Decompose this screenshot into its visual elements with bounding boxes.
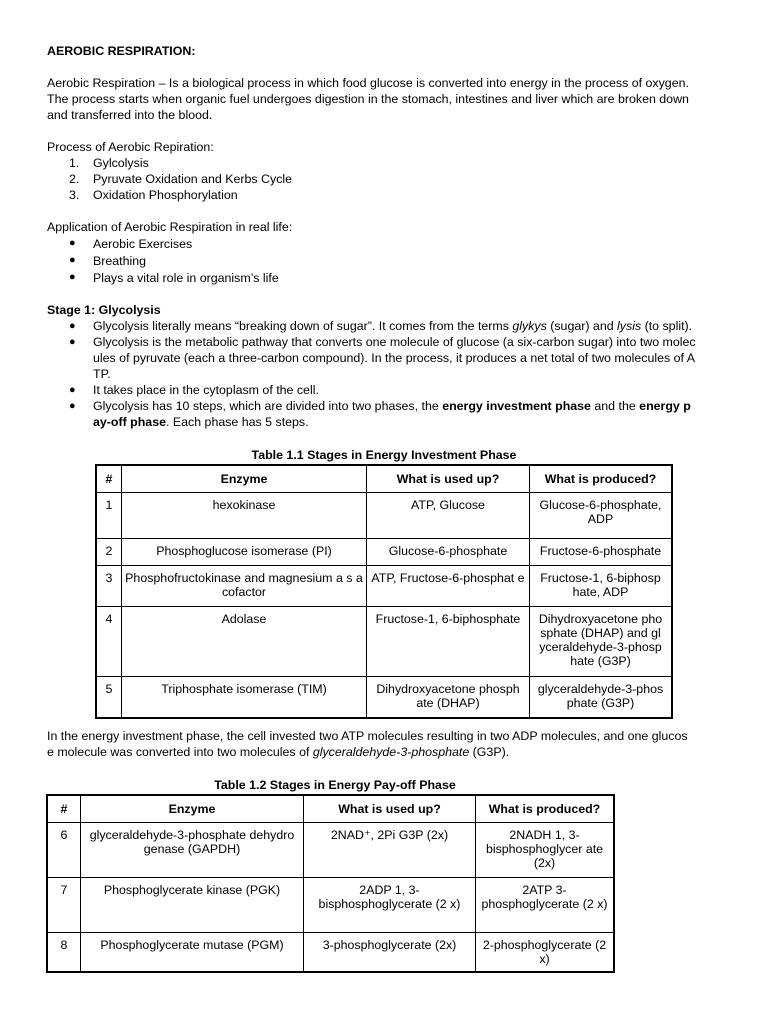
table-cell: Glucose-6-phosphate bbox=[367, 538, 530, 565]
table-cell: 6 bbox=[47, 822, 81, 877]
column-header: # bbox=[47, 795, 81, 822]
table-cell: Phosphoglycerate kinase (PGK) bbox=[81, 877, 304, 932]
list-item: 3. Oxidation Phosphorylation bbox=[69, 188, 238, 202]
table-cell: Fructose-6-phosphate bbox=[530, 538, 673, 565]
table-cell: ATP, Glucose bbox=[367, 492, 530, 538]
list-item: ● It takes place in the cytoplasm of the cell. bbox=[69, 383, 319, 397]
document-body bbox=[47, 43, 727, 430]
table-cell: 2-phosphoglycerate (2 x) bbox=[476, 932, 615, 972]
table-cell: Dihydroxyacetone phosph ate (DHAP) bbox=[367, 676, 530, 718]
intro-line-3: and transferred into the blood. bbox=[47, 108, 213, 122]
table-cell: glyceraldehyde-3-phos phate (G3P) bbox=[530, 676, 673, 718]
intro-line-2: The process starts when organic fuel undergoes digestion in the stomach, intestines and liver which are broken down bbox=[47, 92, 689, 106]
list-item: ● Aerobic Exercises bbox=[69, 237, 193, 251]
table-cell: Dihydroxyacetone pho sphate (DHAP) and gl yceraldehyde-3-phosp hate (G3P) bbox=[530, 606, 673, 676]
table-energy-investment bbox=[95, 464, 673, 719]
bullet-icon: ● bbox=[69, 237, 76, 249]
list-item: ● Glycolysis is the metabolic pathway that converts one molecule of glucose (a six-carbon sugar) into two molec ules of pyruvate (each a three-carbon compound). In the process, it produces a net total of two molecules of A TP. bbox=[69, 335, 696, 381]
table-cell: 2NADH 1, 3-bisphosphoglycer ate (2x) bbox=[476, 822, 615, 877]
table-cell: 2ADP 1, 3-bisphosphoglycerate (2 x) bbox=[304, 877, 476, 932]
column-header: What is produced? bbox=[476, 795, 615, 822]
column-header: Enzyme bbox=[122, 465, 367, 492]
table-cell: hexokinase bbox=[122, 492, 367, 538]
table-row bbox=[47, 932, 614, 972]
table-cell: 8 bbox=[47, 932, 81, 972]
investment-summary: In the energy investment phase, the cell invested two ATP molecules resulting in two ADP molecules, and one glucos e molecule was converted into two molecules of glyceraldehyde-3-phosphate (G3P). bbox=[47, 729, 688, 759]
list-item: ● Breathing bbox=[69, 254, 147, 268]
process-label: Process of Aerobic Repiration: bbox=[47, 140, 214, 154]
table-row bbox=[96, 606, 672, 676]
column-header: What is used up? bbox=[367, 465, 530, 492]
column-header: Enzyme bbox=[81, 795, 304, 822]
column-header: What is produced? bbox=[530, 465, 673, 492]
table-cell: Triphosphate isomerase (TIM) bbox=[122, 676, 367, 718]
table-cell: Glucose-6-phosphate, ADP bbox=[530, 492, 673, 538]
list-item: 2. Pyruvate Oxidation and Kerbs Cycle bbox=[69, 172, 293, 186]
list-item: ● Glycolysis literally means “breaking down of sugar”. It comes from the terms glykys (sugar) and lysis (to split). bbox=[69, 319, 693, 333]
table-row bbox=[47, 822, 614, 877]
page-title: AEROBIC RESPIRATION: bbox=[47, 44, 196, 58]
list-item: ● Glycolysis has 10 steps, which are divided into two phases, the energy investment phase and the energy p ay-off phase. Each phase has 5 steps. bbox=[69, 399, 691, 429]
table-cell: 2 bbox=[96, 538, 122, 565]
table-cell: 2ATP 3-phosphoglycerate (2 x) bbox=[476, 877, 615, 932]
table-cell: Adolase bbox=[122, 606, 367, 676]
table-cell: 3 bbox=[96, 565, 122, 606]
bullet-icon: ● bbox=[69, 271, 76, 283]
table-cell: 3-phosphoglycerate (2x) bbox=[304, 932, 476, 972]
table-cell: 2NAD⁺, 2Pi G3P (2x) bbox=[304, 822, 476, 877]
table-cell: Fructose-1, 6-biphosphate bbox=[367, 606, 530, 676]
bullet-icon: ● bbox=[69, 320, 76, 332]
table-energy-payoff bbox=[46, 794, 615, 973]
table-cell: 1 bbox=[96, 492, 122, 538]
bullet-icon: ● bbox=[69, 336, 76, 348]
bullet-icon: ● bbox=[69, 384, 76, 396]
table-cell: 7 bbox=[47, 877, 81, 932]
application-label: Application of Aerobic Respiration in real life: bbox=[47, 220, 293, 234]
table-cell: ATP, Fructose-6-phosphat e bbox=[367, 565, 530, 606]
list-item: 1. Gylcolysis bbox=[69, 156, 149, 170]
table-cell: glyceraldehyde-3-phosphate dehydro genase (GAPDH) bbox=[81, 822, 304, 877]
table-cell: Phosphoglycerate mutase (PGM) bbox=[81, 932, 304, 972]
stage1-heading: Stage 1: Glycolysis bbox=[47, 303, 161, 317]
table-row bbox=[96, 492, 672, 538]
table-header-row bbox=[96, 465, 672, 492]
table-cell: 5 bbox=[96, 676, 122, 718]
bullet-icon: ● bbox=[69, 400, 76, 412]
table-row bbox=[96, 538, 672, 565]
bullet-icon: ● bbox=[69, 254, 76, 266]
table2-caption: Table 1.2 Stages in Energy Pay-off Phase bbox=[214, 778, 456, 792]
list-item: ● Plays a vital role in organism’s life bbox=[69, 271, 279, 285]
stage1-list bbox=[47, 318, 727, 430]
intro-line-1: Aerobic Respiration – Is a biological process in which food glucose is converted into energy in the process of oxygen. bbox=[47, 76, 689, 90]
table-row bbox=[96, 676, 672, 718]
table-cell: 4 bbox=[96, 606, 122, 676]
process-list bbox=[47, 155, 727, 203]
table-cell: Fructose-1, 6-biphosp hate, ADP bbox=[530, 565, 673, 606]
column-header: What is used up? bbox=[304, 795, 476, 822]
table-row bbox=[47, 877, 614, 932]
table-header-row bbox=[47, 795, 614, 822]
table1-caption: Table 1.1 Stages in Energy Investment Phase bbox=[251, 448, 517, 462]
application-list bbox=[47, 235, 727, 286]
table-row bbox=[96, 565, 672, 606]
table-cell: Phosphoglucose isomerase (PI) bbox=[122, 538, 367, 565]
table-cell: Phosphofructokinase and magnesium a s a cofactor bbox=[122, 565, 367, 606]
column-header: # bbox=[96, 465, 122, 492]
